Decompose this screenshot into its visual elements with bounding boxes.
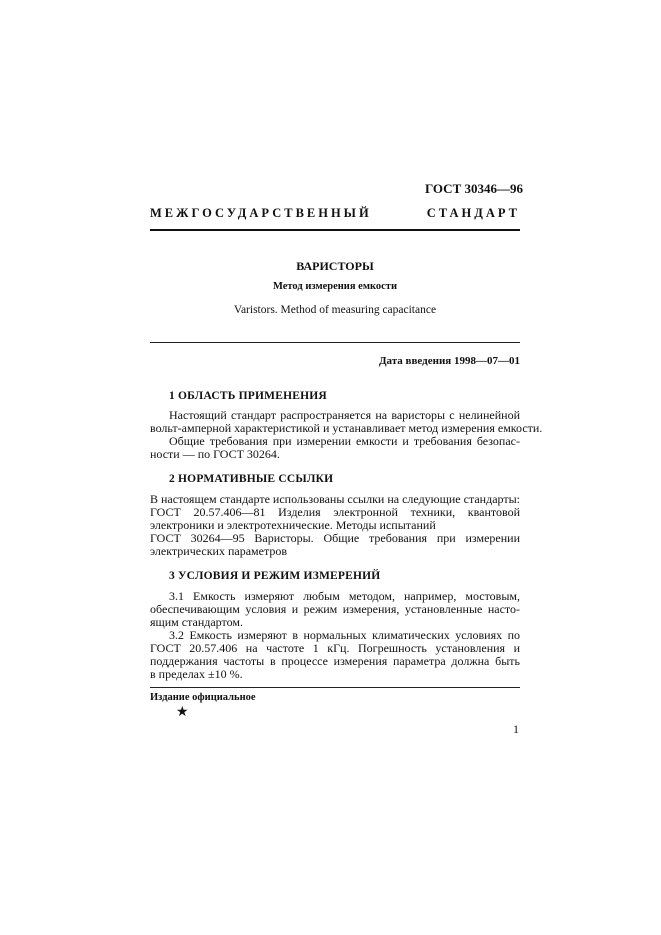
section-3-heading: 3 УСЛОВИЯ И РЕЖИМ ИЗМЕРЕНИЙ (169, 570, 381, 582)
section-1-body (150, 408, 543, 461)
document-subtitle: Метод измерения емкости (272, 281, 398, 292)
text-line: вольт-амперной характеристикой и устанавливает метод измерения емкости. (150, 421, 543, 435)
footer-divider (150, 687, 520, 688)
text-line: электроники и электротехнические. Методы испытаний (150, 518, 436, 532)
gost-number: ГОСТ 30346—96 (424, 181, 523, 196)
text-line: ГОСТ 30264—95 Варисторы. Общие требования при измерении (150, 531, 520, 545)
text-line: В настоящем стандарте использованы ссылки на следующие стандарты: (150, 492, 521, 506)
text-line: ГОСТ 20.57.406—81 Изделия электронной техники, квантовой (150, 505, 520, 519)
page-number: 1 (513, 722, 519, 736)
text-line: Общие требования при измерении емкости и требования безопас- (169, 434, 520, 448)
section-1-heading: 1 ОБЛАСТЬ ПРИМЕНЕНИЯ (169, 390, 327, 402)
title-divider (150, 342, 520, 343)
official-edition-label: Издание официальное (150, 692, 256, 703)
text-line: ящим стандартом. (150, 615, 243, 629)
header-divider (150, 229, 520, 231)
text-line: 3.2 Емкость измеряют в нормальных климатических условиях по (169, 628, 520, 642)
section-3-body (150, 590, 520, 681)
section-2-body (150, 493, 520, 558)
text-line: Настоящий стандарт распространяется на варисторы с нелинейной (169, 408, 520, 422)
text-line: в пределах ±10 %. (150, 667, 243, 681)
text-line: 3.1 Емкость измеряют любым методом, например, мостовым, (169, 589, 520, 603)
star-icon: ★ (176, 705, 189, 720)
text-line: обеспечивающим условия и режим измерения, установленные насто- (150, 602, 520, 616)
text-line: ности — по ГОСТ 30264. (150, 447, 280, 461)
interstate-standard-heading: МЕЖГОСУДАРСТВЕННЫЙ СТАНДАРТ (150, 206, 520, 220)
text-line: поддержания частоты в процессе измерения параметра должна быть (150, 654, 520, 668)
text-line: ГОСТ 20.57.406 на частоте 1 кГц. Погрешность установления и (150, 641, 520, 655)
section-2-heading: 2 НОРМАТИВНЫЕ ССЫЛКИ (169, 473, 334, 485)
document-title-english: Varistors. Method of measuring capacitance (233, 304, 437, 316)
introduction-date: Дата введения 1998—07—01 (378, 355, 520, 367)
text-line: электрических параметров (150, 544, 288, 558)
document-title: ВАРИСТОРЫ (296, 259, 374, 273)
